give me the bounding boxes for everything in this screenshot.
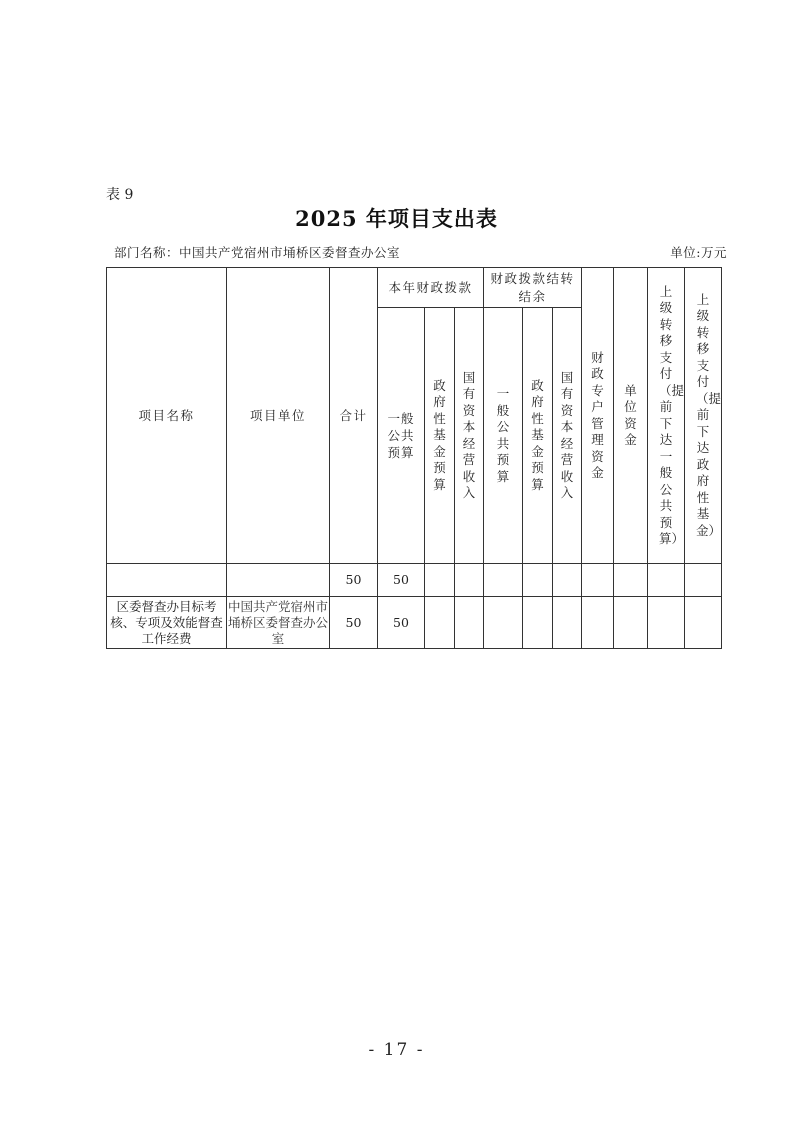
header-special-fund: 财政专户管理资金 bbox=[582, 268, 614, 564]
row-project-unit: 中国共产党宿州市埇桥区委督查办公室 bbox=[227, 597, 330, 649]
row-general-budget: 50 bbox=[378, 564, 425, 597]
header-total: 合计 bbox=[330, 268, 378, 564]
header-unit-fund: 单位资金 bbox=[614, 268, 648, 564]
row-total: 50 bbox=[330, 597, 378, 649]
project-expenditure-table bbox=[106, 267, 722, 649]
row-general-budget: 50 bbox=[378, 597, 425, 649]
header-transfer-gov-fund: 上级转移支付（提前下达政府性基金） bbox=[685, 268, 722, 564]
header-project-name: 项目名称 bbox=[107, 268, 227, 564]
header-current-year-group: 本年财政拨款 bbox=[378, 268, 484, 308]
row-total: 50 bbox=[330, 564, 378, 597]
header-state-capital-income: 国有资本经营收入 bbox=[455, 308, 484, 564]
header-row-1 bbox=[107, 268, 722, 308]
row-project-name bbox=[107, 564, 227, 597]
header-co-general-budget: 一般公共预算 bbox=[484, 308, 523, 564]
header-transfer-general: 上级转移支付（提前下达一般公共预算） bbox=[648, 268, 685, 564]
header-carryover-group: 财政拨款结转结余 bbox=[484, 268, 582, 308]
header-general-budget: 一般公共预算 bbox=[378, 308, 425, 564]
header-co-gov-fund-budget: 政府性基金预算 bbox=[523, 308, 553, 564]
page-title: 2025 年项目支出表 bbox=[295, 206, 498, 231]
row-project-name: 区委督查办目标考核、专项及效能督查工作经费 bbox=[107, 597, 227, 649]
header-co-state-capital-income: 国有资本经营收入 bbox=[553, 308, 582, 564]
page-number: - 17 - bbox=[368, 1040, 425, 1060]
department-name: 部门名称：中国共产党宿州市埇桥区委督查办公室 bbox=[114, 245, 401, 260]
header-gov-fund-budget: 政府性基金预算 bbox=[425, 308, 455, 564]
header-project-unit: 项目单位 bbox=[227, 268, 330, 564]
currency-unit: 单位:万元 bbox=[670, 245, 727, 260]
row-project-unit bbox=[227, 564, 330, 597]
table-row bbox=[107, 597, 722, 649]
table-number: 表 9 bbox=[106, 187, 134, 203]
table-row bbox=[107, 564, 722, 597]
